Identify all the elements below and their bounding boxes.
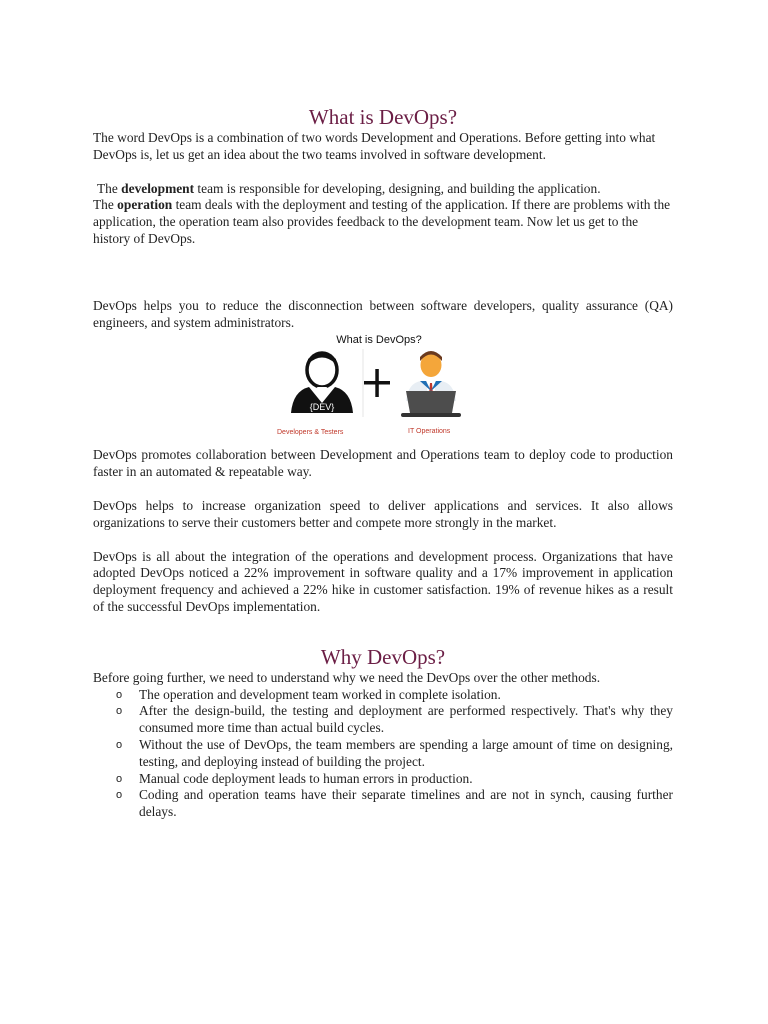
why-intro-paragraph: Before going further, we need to understand why we need the DevOps over the other methods. xyxy=(93,669,601,685)
dev-badge: {DEV} xyxy=(309,402,335,413)
operation-team-paragraph: The operation team deals with the deployment and testing of the application. If there are problems with the application, the operation team also provides feedback to the development team. Now let us get to the history of DevOps. xyxy=(93,197,671,246)
integration-paragraph: DevOps is all about the integration of the operations and development process. Organizations that have adopted DevOps noticed a 22% improvement in software quality and a 17% improvement in application deployment frequency and achieved a 22% hike in customer satisfaction. 19% of revenue hikes as a result of the successful DevOps implementation. xyxy=(93,548,673,614)
list-item: o Manual code deployment leads to human errors in production. xyxy=(116,770,473,786)
organization-speed-paragraph: DevOps helps to increase organization speed to deliver applications and services. It also allows organizations to serve their customers better and compete more strongly in the market. xyxy=(93,497,673,530)
intro-paragraph: The word DevOps is a combination of two words Development and Operations. Before getting into what DevOps is, let us get an idea about the two teams involved in software development. xyxy=(93,130,656,162)
bullet-marker: o xyxy=(116,688,123,701)
developers-testers-caption: Developers & Testers xyxy=(277,429,344,437)
list-item: o The operation and development team worked in complete isolation. xyxy=(116,686,501,702)
reduce-disconnection-paragraph: DevOps helps you to reduce the disconnection between software developers, quality assurance (QA) engineers, and system administrators. xyxy=(93,297,673,330)
devops-figure xyxy=(279,333,479,441)
section-title-what-is-devops: What is DevOps? xyxy=(308,105,458,129)
developer-icon xyxy=(291,353,353,413)
section-title-why-devops: Why DevOps? xyxy=(320,644,446,669)
document-page xyxy=(93,104,673,821)
bullet-marker: o xyxy=(116,789,123,802)
devops-illustration xyxy=(279,347,479,427)
collaboration-paragraph: DevOps promotes collaboration between Development and Operations team to deploy code to production faster in an automated & repeatable way. xyxy=(93,447,673,480)
bullet-marker: o xyxy=(116,738,123,751)
bullet-marker: o xyxy=(116,705,123,718)
development-team-paragraph: The development team is responsible for developing, designing, and building the application. xyxy=(97,180,601,196)
plus-icon xyxy=(364,369,390,397)
list-item: o After the design-build, the testing and deployment are performed respectively. That's why they consumed more time than actual build cycles. xyxy=(116,703,673,736)
it-operations-caption: IT Operations xyxy=(408,428,451,436)
list-item: o Coding and operation teams have their separate timelines and are not in synch, causing further delays. xyxy=(116,787,673,820)
bullet-marker: o xyxy=(116,772,123,785)
it-operations-icon xyxy=(401,351,461,417)
development-term: development xyxy=(121,180,195,196)
operation-term: operation xyxy=(117,197,173,213)
reasons-list xyxy=(93,687,673,821)
list-item: o Without the use of DevOps, the team members are spending a large amount of time on designing, testing, and deploying instead of building the project. xyxy=(116,736,673,769)
figure-title: What is DevOps? xyxy=(336,334,422,347)
